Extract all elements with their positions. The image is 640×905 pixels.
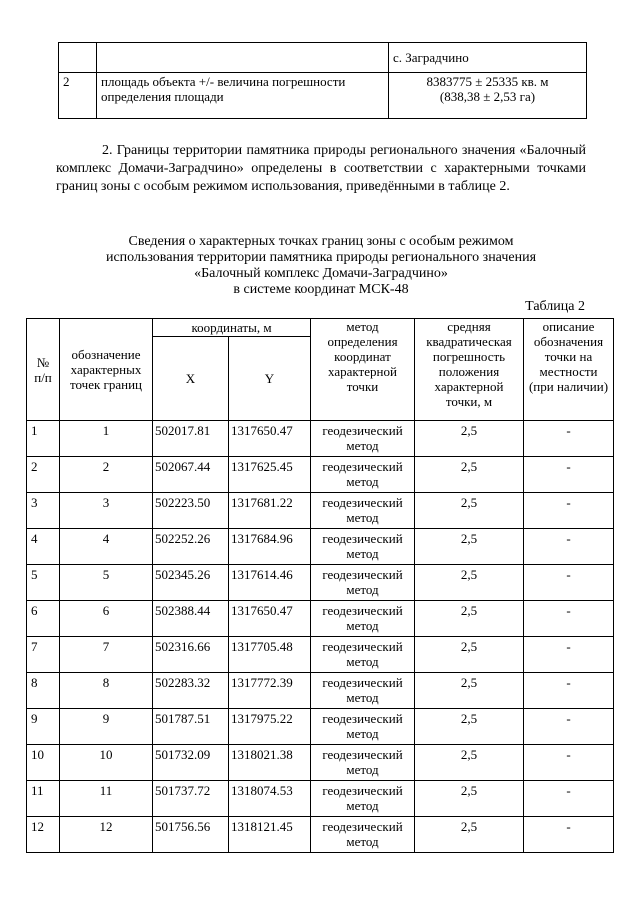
cell-description: -	[524, 637, 614, 673]
caption-line: использования территории памятника природы регионального значения	[105, 250, 537, 265]
cell-error: 2,5	[415, 493, 524, 529]
cell-y: 1317772.39	[229, 673, 311, 709]
cell-description: -	[524, 709, 614, 745]
cell-y: 1317705.48	[229, 637, 311, 673]
cell-description: -	[524, 817, 614, 853]
cell-y: 1317650.47	[229, 421, 311, 457]
cell-error: 2,5	[415, 565, 524, 601]
cell-method: геодезический метод	[311, 637, 415, 673]
cell-number: 9	[27, 709, 60, 745]
cell-designation: 3	[60, 493, 153, 529]
cell-designation: 1	[60, 421, 153, 457]
table-row	[27, 421, 614, 457]
cell-number: 4	[27, 529, 60, 565]
header-description: описание обозначения точки на местности (при наличии)	[524, 319, 614, 421]
cell-description: -	[524, 529, 614, 565]
area-value-ha: (838,38 ± 2,53 га)	[439, 89, 536, 104]
cell-y: 1317681.22	[229, 493, 311, 529]
cell-x: 502017.81	[153, 421, 229, 457]
cell-number: 6	[27, 601, 60, 637]
table-row	[27, 493, 614, 529]
cell-description: -	[524, 745, 614, 781]
table-caption	[56, 234, 586, 298]
cell-method: геодезический метод	[311, 781, 415, 817]
header-method: метод определения координат характерной точки	[311, 319, 415, 421]
top-table-row	[59, 73, 587, 119]
cell-method: геодезический метод	[311, 529, 415, 565]
cell-x: 502388.44	[153, 601, 229, 637]
cell-x: 502252.26	[153, 529, 229, 565]
header-x: X	[153, 337, 229, 421]
cell-x: 502223.50	[153, 493, 229, 529]
cell-error: 2,5	[415, 529, 524, 565]
cell-designation: 6	[60, 601, 153, 637]
table-row	[27, 601, 614, 637]
cell-method: геодезический метод	[311, 745, 415, 781]
area-label-cell: площадь объекта +/- величина погрешности определения площади	[97, 73, 389, 119]
table-row	[27, 637, 614, 673]
cell-designation: 9	[60, 709, 153, 745]
boundaries-paragraph: 2. Границы территории памятника природы регионального значения «Балочный комплекс Домачи-Заградчино» определены в соответствии с характерными точками границ зоны с особым режимом использования, приведёнными в таблице 2.	[56, 143, 586, 194]
cell-number: 7	[27, 637, 60, 673]
top-table-cell	[97, 43, 389, 73]
caption-line: Сведения о характерных точках границ зоны с особым режимом	[128, 234, 514, 249]
table-row	[27, 529, 614, 565]
header-y: Y	[229, 337, 311, 421]
cell-x: 501756.56	[153, 817, 229, 853]
points-table	[26, 318, 614, 853]
cell-x: 502067.44	[153, 457, 229, 493]
cell-error: 2,5	[415, 601, 524, 637]
points-table-body	[27, 421, 614, 853]
cell-description: -	[524, 457, 614, 493]
cell-designation: 7	[60, 637, 153, 673]
cell-error: 2,5	[415, 709, 524, 745]
cell-error: 2,5	[415, 745, 524, 781]
cell-x: 502316.66	[153, 637, 229, 673]
cell-description: -	[524, 601, 614, 637]
cell-method: геодезический метод	[311, 673, 415, 709]
cell-method: геодезический метод	[311, 565, 415, 601]
cell-y: 1317650.47	[229, 601, 311, 637]
cell-error: 2,5	[415, 637, 524, 673]
cell-x: 501737.72	[153, 781, 229, 817]
header-num-line: №	[36, 354, 50, 370]
cell-error: 2,5	[415, 457, 524, 493]
cell-number: 5	[27, 565, 60, 601]
top-table-row	[59, 43, 587, 73]
area-value-cell	[389, 73, 587, 119]
header-num-line: п/п	[34, 369, 52, 385]
cell-y: 1317975.22	[229, 709, 311, 745]
cell-error: 2,5	[415, 673, 524, 709]
cell-y: 1317625.45	[229, 457, 311, 493]
cell-number: 12	[27, 817, 60, 853]
cell-error: 2,5	[415, 421, 524, 457]
caption-line: «Балочный комплекс Домачи-Заградчино»	[194, 266, 448, 281]
cell-description: -	[524, 421, 614, 457]
table-label: Таблица 2	[525, 299, 585, 314]
cell-number: 8	[27, 673, 60, 709]
cell-error: 2,5	[415, 817, 524, 853]
table-row	[27, 457, 614, 493]
header-designation: обозначение характерных точек границ	[60, 319, 153, 421]
cell-designation: 8	[60, 673, 153, 709]
table-row	[27, 565, 614, 601]
cell-y: 1318021.38	[229, 745, 311, 781]
top-table	[58, 42, 587, 119]
table-row	[27, 745, 614, 781]
cell-y: 1317684.96	[229, 529, 311, 565]
cell-designation: 12	[60, 817, 153, 853]
table-row	[27, 817, 614, 853]
row-number-cell: 2	[59, 73, 97, 119]
cell-description: -	[524, 565, 614, 601]
cell-method: геодезический метод	[311, 457, 415, 493]
cell-x: 501787.51	[153, 709, 229, 745]
cell-method: геодезический метод	[311, 601, 415, 637]
cell-y: 1317614.46	[229, 565, 311, 601]
header-error: средняя квадратическая погрешность положения характерной точки, м	[415, 319, 524, 421]
cell-number: 3	[27, 493, 60, 529]
table-row	[27, 781, 614, 817]
cell-method: геодезический метод	[311, 709, 415, 745]
cell-method: геодезический метод	[311, 493, 415, 529]
cell-number: 1	[27, 421, 60, 457]
header-coords: координаты, м	[153, 319, 311, 337]
cell-y: 1318121.45	[229, 817, 311, 853]
cell-description: -	[524, 673, 614, 709]
cell-error: 2,5	[415, 781, 524, 817]
cell-number: 11	[27, 781, 60, 817]
cell-designation: 10	[60, 745, 153, 781]
cell-x: 502345.26	[153, 565, 229, 601]
table-row	[27, 673, 614, 709]
cell-method: геодезический метод	[311, 421, 415, 457]
top-table-cell	[59, 43, 97, 73]
locality-cell: с. Заградчино	[389, 43, 587, 73]
table-row	[27, 709, 614, 745]
cell-y: 1318074.53	[229, 781, 311, 817]
cell-x: 502283.32	[153, 673, 229, 709]
cell-description: -	[524, 493, 614, 529]
cell-method: геодезический метод	[311, 817, 415, 853]
area-value-sqm: 8383775 ± 25335 кв. м	[426, 74, 549, 89]
cell-designation: 2	[60, 457, 153, 493]
cell-number: 10	[27, 745, 60, 781]
cell-designation: 11	[60, 781, 153, 817]
cell-number: 2	[27, 457, 60, 493]
caption-line: в системе координат МСК-48	[233, 282, 409, 297]
cell-designation: 4	[60, 529, 153, 565]
cell-x: 501732.09	[153, 745, 229, 781]
header-num	[27, 319, 60, 421]
cell-description: -	[524, 781, 614, 817]
cell-designation: 5	[60, 565, 153, 601]
header-row	[27, 319, 614, 337]
